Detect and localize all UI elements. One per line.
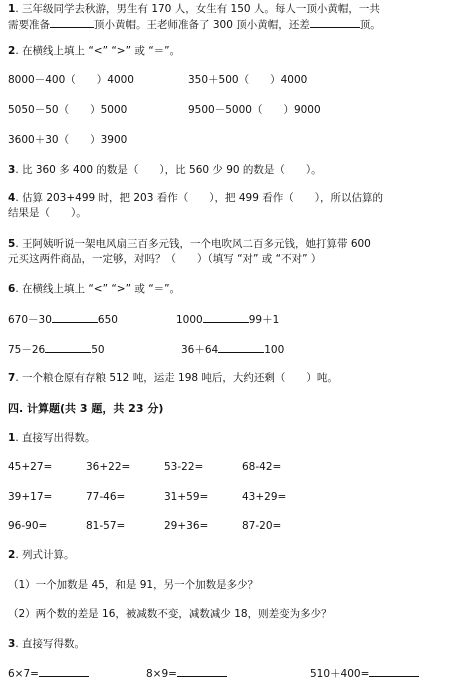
question-text: 顶。 bbox=[359, 19, 381, 31]
question-text: . 估算 203+499 时，把 203 看作（ ），把 499 看作（ ），所以估算的 bbox=[15, 192, 383, 204]
answer-blank[interactable] bbox=[177, 666, 227, 677]
answer-blank[interactable] bbox=[45, 342, 91, 353]
question-number: 7 bbox=[8, 372, 16, 384]
word-problem: （1）一个加数是 45，和是 91，另一个加数是多少？ bbox=[8, 579, 259, 591]
compare-item: 8000－400（ ）4000 bbox=[8, 74, 134, 86]
question-text: . 比 360 多 400 的数是（ ），比 560 少 90 的数是（ ）。 bbox=[15, 164, 322, 176]
question-text: 顶小黄帽。王老师准备了 300 顶小黄帽，还差 bbox=[94, 19, 310, 31]
compare-item: 350＋500（ ）4000 bbox=[188, 74, 308, 86]
question-number: 3 bbox=[8, 164, 16, 176]
question-text: . 王阿姨听说一架电风扇三百多元钱，一个电吹风二百多元钱，她打算带 600 bbox=[15, 238, 371, 250]
calc-item: 81-57= bbox=[86, 520, 126, 532]
expression: 1000 bbox=[176, 314, 203, 326]
question-4-line-1 bbox=[8, 191, 383, 205]
answer-blank[interactable] bbox=[310, 17, 360, 28]
question-text: . 列式计算。 bbox=[15, 549, 75, 561]
question-5-line-2: 元买这两件商品，一定够，对吗？（ ）（填写 “对” 或 “不对” ） bbox=[8, 253, 322, 265]
calc-item bbox=[146, 666, 227, 681]
calc-item: 36+22= bbox=[86, 461, 131, 473]
calc-item: 29+36= bbox=[164, 520, 209, 532]
compare-item bbox=[181, 342, 284, 357]
answer-blank[interactable] bbox=[39, 666, 89, 677]
answer-blank[interactable] bbox=[218, 342, 264, 353]
calc-item: 45+27= bbox=[8, 461, 53, 473]
question-text: . 一个粮仓原有存粮 512 吨，运走 198 吨后，大约还剩（ ）吨。 bbox=[15, 372, 338, 384]
calc-item: 39+17= bbox=[8, 491, 53, 503]
question-3 bbox=[8, 163, 322, 177]
section-title: 四. 计算题(共 3 题，共 23 分) bbox=[8, 402, 164, 415]
word-problem: （2）两个数的差是 16，被减数不变，减数减少 18，则差变为多少？ bbox=[8, 608, 332, 620]
question-text: . 直接写得数。 bbox=[15, 638, 85, 650]
calc-item: 43+29= bbox=[242, 491, 287, 503]
question-number: 6 bbox=[8, 283, 16, 295]
calc-item: 68-42= bbox=[242, 461, 282, 473]
expression: 36＋64 bbox=[181, 344, 219, 356]
question-1-line-2 bbox=[8, 17, 381, 32]
calc-item bbox=[8, 666, 89, 681]
expression: 650 bbox=[97, 314, 118, 326]
question-number: 1 bbox=[8, 432, 16, 444]
question-text: . 直接写出得数。 bbox=[15, 432, 96, 444]
expression: 6×7= bbox=[8, 668, 39, 680]
question-text: . 在横线上填上 “<” “>” 或 “＝”。 bbox=[15, 283, 181, 295]
compare-item bbox=[176, 312, 279, 327]
expression: 100 bbox=[264, 344, 285, 356]
question-number: 3 bbox=[8, 638, 16, 650]
expression: 50 bbox=[91, 344, 105, 356]
expression: 8×9= bbox=[146, 668, 177, 680]
question-text: . 三年级同学去秋游，男生有 170 人，女生有 150 人。每人一顶小黄帽，一共 bbox=[15, 3, 380, 15]
question-4-line-2: 结果是（ ）。 bbox=[8, 207, 87, 219]
question-text: 需要准备 bbox=[8, 19, 50, 31]
question-number: 2 bbox=[8, 549, 16, 561]
compare-item: 5050－50（ ）5000 bbox=[8, 104, 128, 116]
question-number: 4 bbox=[8, 192, 16, 204]
calc-2-title bbox=[8, 548, 75, 562]
calc-1-title bbox=[8, 431, 96, 445]
answer-blank[interactable] bbox=[52, 312, 98, 323]
question-6-title bbox=[8, 282, 180, 296]
question-number: 2 bbox=[8, 45, 16, 57]
question-5-line-1 bbox=[8, 237, 371, 251]
calc-item: 87-20= bbox=[242, 520, 282, 532]
compare-item: 3600＋30（ ）3900 bbox=[8, 134, 128, 146]
calc-3-title bbox=[8, 637, 85, 651]
compare-item: 9500－5000（ ）9000 bbox=[188, 104, 321, 116]
question-number: 1 bbox=[8, 3, 16, 15]
answer-blank[interactable] bbox=[203, 312, 249, 323]
question-text: . 在横线上填上 “<” “>” 或 “＝”。 bbox=[15, 45, 181, 57]
calc-item: 31+59= bbox=[164, 491, 209, 503]
question-7 bbox=[8, 371, 338, 385]
calc-item: 77-46= bbox=[86, 491, 126, 503]
calc-item: 96-90= bbox=[8, 520, 48, 532]
expression: 670－30 bbox=[8, 314, 52, 326]
calc-item: 53-22= bbox=[164, 461, 204, 473]
answer-blank[interactable] bbox=[369, 666, 419, 677]
expression: 99＋1 bbox=[248, 314, 280, 326]
expression: 75－26 bbox=[8, 344, 46, 356]
answer-blank[interactable] bbox=[50, 17, 94, 28]
compare-item bbox=[8, 342, 105, 357]
calc-item bbox=[310, 666, 419, 681]
compare-item bbox=[8, 312, 118, 327]
expression: 510＋400= bbox=[310, 668, 370, 680]
question-2-title bbox=[8, 44, 180, 58]
question-1-line-1 bbox=[8, 2, 380, 16]
question-number: 5 bbox=[8, 238, 16, 250]
